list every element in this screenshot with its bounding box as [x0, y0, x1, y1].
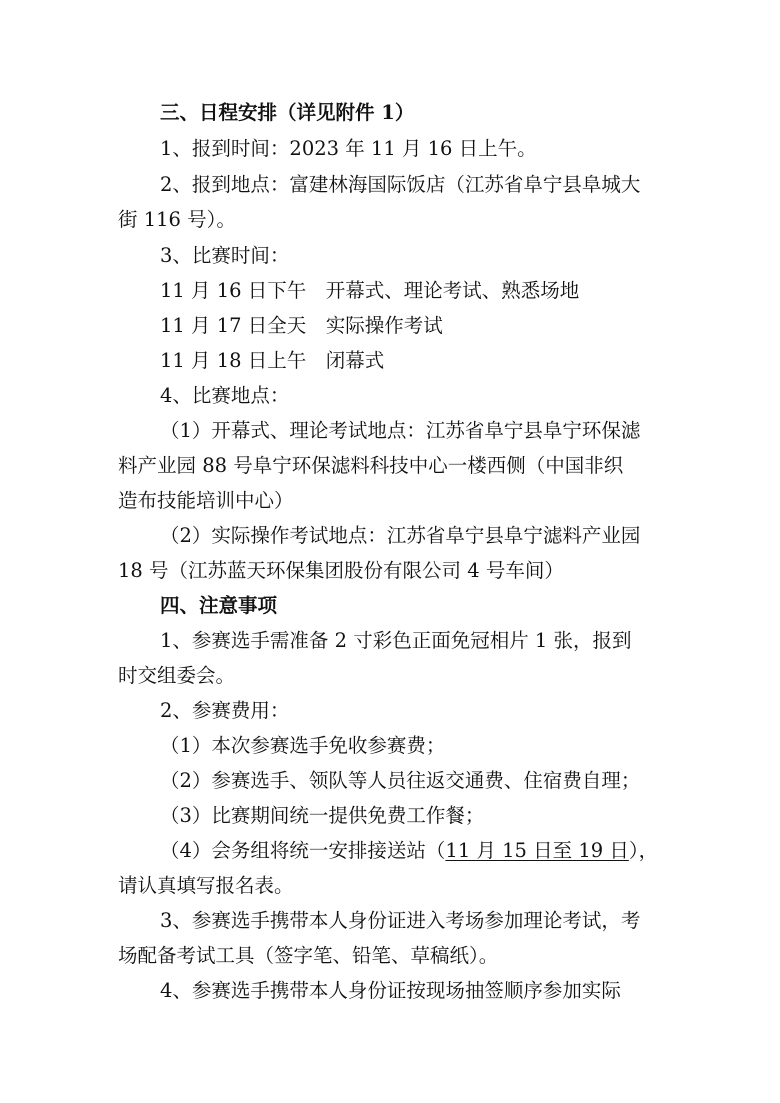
fee-item-3: （3）比赛期间统一提供免费工作餐；: [160, 804, 485, 827]
competition-venue-label: 4、比赛地点：: [160, 384, 290, 407]
registration-location-line2: 街 116 号）。: [118, 208, 236, 231]
note-4-line1: 4、参赛选手携带本人身份证按现场抽签顺序参加实际: [160, 979, 621, 1002]
registration-location-line1: 2、报到地点：富建林海国际饭店（江苏省阜宁县阜城大: [160, 173, 641, 196]
fee-item-2: （2）参赛选手、领队等人员往返交通费、住宿费自理；: [160, 769, 641, 792]
fee-item-4-prefix: （4）会务组将统一安排接送站（: [160, 839, 446, 862]
note-3-line1: 3、参赛选手携带本人身份证进入考场参加理论考试，考: [160, 909, 641, 932]
note-1-line1: 1、参赛选手需准备 2 寸彩色正面免冠相片 1 张，报到: [160, 629, 632, 652]
fee-item-4-line1: [160, 838, 658, 864]
venue-1-line3: 造布技能培训中心）: [118, 489, 294, 512]
schedule-day-17: 11 月 17 日全天 实际操作考试: [160, 314, 443, 337]
competition-time-label: 3、比赛时间：: [160, 244, 290, 267]
section-3-heading: 三、日程安排（详见附件 1）: [160, 101, 415, 124]
venue-2-line1: （2）实际操作考试地点：江苏省阜宁县阜宁滤料产业园: [160, 524, 641, 547]
venue-2-line2: 18 号（江苏蓝天环保集团股份有限公司 4 号车间）: [118, 559, 564, 582]
note-2-label: 2、参赛费用：: [160, 699, 290, 722]
note-3-line2: 场配备考试工具（签字笔、铅笔、草稿纸）。: [118, 944, 499, 967]
venue-1-line2: 料产业园 88 号阜宁环保滤料科技中心一楼西侧（中国非织: [118, 454, 624, 477]
section-4-heading: 四、注意事项: [160, 594, 278, 617]
shuttle-dates: 11 月 15 日至 19 日: [445, 839, 629, 862]
fee-item-4-suffix: ），: [628, 839, 659, 862]
schedule-day-18: 11 月 18 日上午 闭幕式: [160, 349, 385, 372]
venue-1-line1: （1）开幕式、理论考试地点：江苏省阜宁县阜宁环保滤: [160, 419, 641, 442]
fee-item-4-line2: 请认真填写报名表。: [118, 874, 294, 897]
registration-time: 1、报到时间：2023 年 11 月 16 日上午。: [160, 137, 537, 160]
note-1-line2: 时交组委会。: [118, 664, 236, 687]
fee-item-1: （1）本次参赛选手免收参赛费；: [160, 734, 446, 757]
schedule-day-16: 11 月 16 日下午 开幕式、理论考试、熟悉场地: [160, 279, 580, 302]
